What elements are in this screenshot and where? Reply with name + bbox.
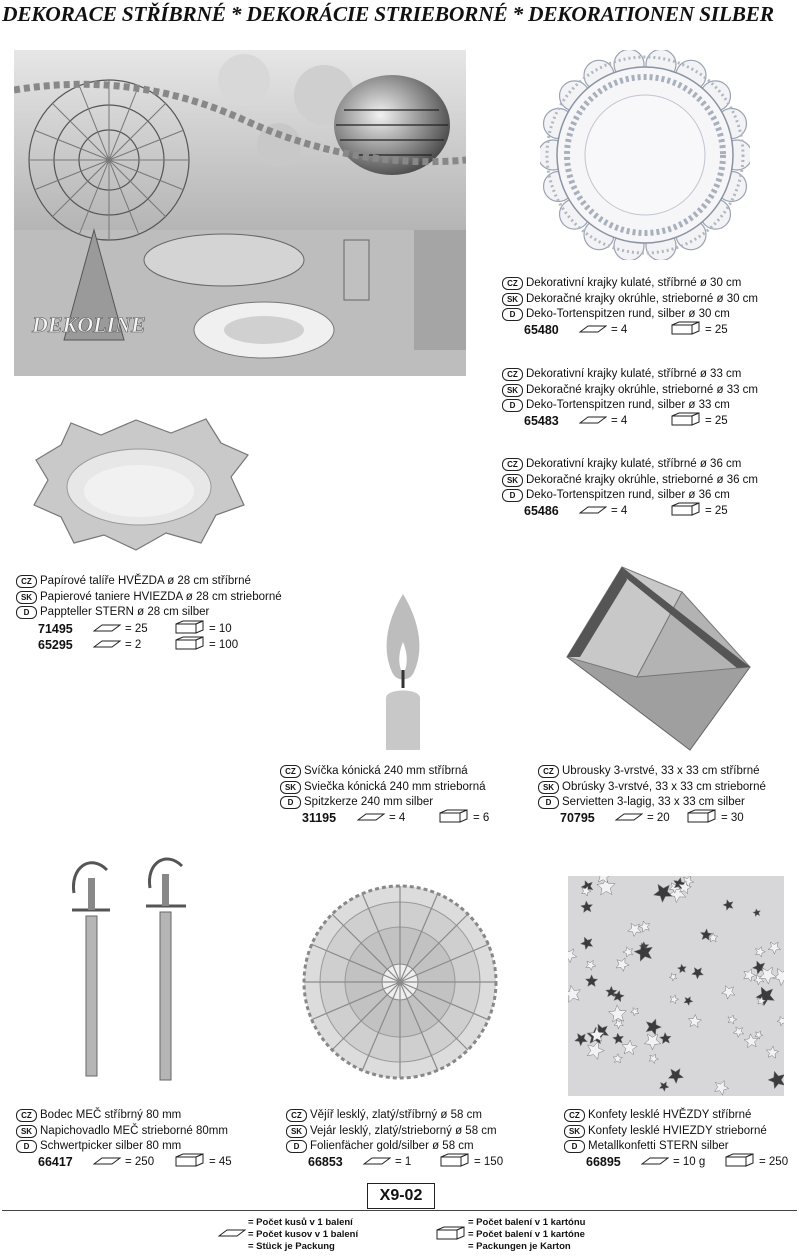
lang-badge: CZ (502, 368, 523, 381)
desc-cz (502, 457, 758, 473)
lang-badge: D (16, 1140, 37, 1153)
lang-badge: CZ (502, 277, 523, 290)
pack-qty: = 250 (125, 1155, 155, 1168)
desc-cz (564, 1108, 788, 1124)
sword-picks-image (62, 848, 192, 1088)
lang-badge: SK (564, 1125, 585, 1138)
product-code: 66417 (38, 1154, 73, 1169)
desc-sk (502, 383, 758, 399)
page-code-badge: X9-02 (367, 1183, 435, 1209)
carton-icon (175, 636, 205, 655)
carton-qty: = 25 (705, 504, 728, 517)
code-row (38, 638, 282, 654)
pack-icon (93, 638, 121, 654)
description: Papírové talíře HVĚZDA ø 28 cm stříbrné (40, 575, 251, 587)
lang-badge: D (286, 1140, 307, 1153)
description: Spitzkerze 240 mm silber (304, 796, 434, 808)
description: Folienfächer gold/silber ø 58 cm (310, 1140, 474, 1152)
desc-cz (16, 1108, 232, 1124)
desc-d (502, 488, 758, 504)
lang-badge: SK (502, 384, 523, 397)
product-code: 65480 (524, 322, 559, 337)
lang-badge: SK (16, 591, 37, 604)
product-code: 66895 (586, 1154, 621, 1169)
desc-cz (286, 1108, 503, 1124)
pack-qty: = 4 (611, 323, 628, 336)
carton-icon (671, 502, 701, 521)
pack-icon (93, 1155, 121, 1171)
desc-cz (538, 764, 766, 780)
dekoline-logo: DEKOLINE (32, 312, 146, 337)
carton-icon (439, 809, 469, 828)
code-row (38, 622, 282, 638)
pack-icon (579, 414, 607, 430)
desc-sk (564, 1124, 788, 1140)
description: Pappteller STERN ø 28 cm silber (40, 606, 210, 618)
star-plate-image (26, 415, 252, 555)
lang-badge: D (280, 796, 301, 809)
description: Deko-Tortenspitzen rund, silber ø 33 cm (526, 399, 730, 411)
pack-icon (615, 811, 643, 827)
pack-qty: = 2 (125, 638, 142, 651)
product-doily-36 (502, 457, 758, 520)
lang-badge: SK (16, 1125, 37, 1138)
carton-qty: = 25 (705, 414, 728, 427)
desc-cz (502, 276, 758, 292)
party-table-photo (14, 50, 466, 376)
product-code: 65486 (524, 503, 559, 518)
product-code: 31195 (302, 810, 337, 825)
desc-sk (538, 780, 766, 796)
star-confetti-image (568, 876, 784, 1096)
carton-qty: = 30 (721, 811, 744, 824)
code-row (560, 811, 766, 827)
description: Deko-Tortenspitzen rund, silber ø 30 cm (526, 308, 730, 320)
description: Konfety lesklé HVIEZDY strieborné (588, 1124, 767, 1137)
carton-qty: = 45 (209, 1155, 232, 1168)
legend-text-d: = Packungen je Karton (468, 1241, 571, 1252)
page-title: DEKORACE STŘÍBRNÉ * DEKORÁCIE STRIEBORNÉ * DEKORATIONEN SILBER (2, 2, 774, 26)
pack-icon (363, 1155, 391, 1171)
description: Svíčka kónická 240 mm stříbrná (304, 765, 468, 777)
lang-badge: CZ (538, 765, 559, 778)
lang-badge: D (564, 1140, 585, 1153)
code-row (524, 414, 758, 430)
carton-qty: = 250 (759, 1155, 789, 1168)
lang-badge: CZ (280, 765, 301, 778)
pack-icon (579, 323, 607, 339)
desc-cz (502, 367, 758, 383)
product-napkins (538, 764, 766, 827)
legend-text-d: = Stück je Packung (248, 1241, 335, 1252)
pack-qty: = 25 (125, 622, 148, 635)
pack-icon (93, 622, 121, 638)
description: Schwertpicker silber 80 mm (40, 1140, 182, 1152)
desc-d (16, 1139, 232, 1155)
lang-badge: D (538, 796, 559, 809)
product-code: 65483 (524, 413, 559, 428)
product-candle (280, 764, 489, 827)
description: Napichovadlo MEČ strieborné 80mm (40, 1124, 228, 1137)
product-star-plate (16, 574, 282, 654)
description: Konfety lesklé HVĚZDY stříbrné (588, 1109, 752, 1121)
pack-qty: = 1 (395, 1155, 412, 1168)
carton-qty: = 100 (209, 638, 239, 651)
carton-qty: = 10 (209, 622, 232, 635)
carton-icon (175, 1153, 205, 1172)
description: Deko-Tortenspitzen rund, silber ø 36 cm (526, 489, 730, 501)
description: Obrúsky 3-vrstvé, 33 x 33 cm strieborné (562, 780, 766, 793)
pack-qty: = 4 (611, 504, 628, 517)
desc-sk (16, 1124, 232, 1140)
carton-icon (436, 1226, 466, 1244)
product-sword-picks (16, 1108, 232, 1171)
product-code: 65295 (38, 637, 73, 652)
legend-text-sk: = Počet kusov v 1 balení (248, 1229, 359, 1240)
lang-badge: CZ (16, 575, 37, 588)
description: Sviečka kónická 240 mm strieborná (304, 780, 486, 793)
pack-qty: = 20 (647, 811, 670, 824)
desc-d (564, 1139, 788, 1155)
desc-sk (16, 590, 282, 606)
description: Vejár lesklý, zlatý/strieborný ø 58 cm (310, 1124, 497, 1137)
pack-icon (218, 1228, 246, 1242)
lang-badge: CZ (286, 1109, 307, 1122)
carton-icon (440, 1153, 470, 1172)
desc-d (16, 605, 282, 621)
description: Servietten 3-lagig, 33 x 33 cm silber (562, 796, 745, 808)
code-row (524, 323, 758, 339)
pack-icon (579, 504, 607, 520)
desc-sk (286, 1124, 503, 1140)
product-code: 66853 (308, 1154, 343, 1169)
lang-badge: SK (286, 1125, 307, 1138)
code-row (308, 1155, 503, 1171)
product-star-confetti (564, 1108, 788, 1171)
desc-cz (280, 764, 489, 780)
legend-text-sk: = Počet balení v 1 kartóne (468, 1229, 585, 1240)
carton-qty: = 25 (705, 323, 728, 336)
product-code: 71495 (38, 621, 73, 636)
description: Metallkonfetti STERN silber (588, 1140, 729, 1152)
carton-icon (671, 321, 701, 340)
product-doily-30 (502, 276, 758, 339)
pack-icon (641, 1155, 669, 1171)
desc-d (280, 795, 489, 811)
desc-d (538, 795, 766, 811)
pack-qty: = 10 g (673, 1155, 706, 1168)
desc-d (502, 398, 758, 414)
pack-qty: = 4 (611, 414, 628, 427)
description: Dekoračné krajky okrúhle, strieborné ø 36 cm (526, 473, 759, 486)
desc-sk (502, 292, 758, 308)
legend-text-cz: = Počet balení v 1 kartónu (468, 1217, 586, 1228)
lang-badge: SK (538, 781, 559, 794)
napkin-image (562, 562, 757, 752)
desc-d (502, 307, 758, 323)
lang-badge: SK (502, 293, 523, 306)
pack-qty: = 4 (389, 811, 406, 824)
product-foil-fan (286, 1108, 503, 1171)
description: Papierové taniere HVIEZDA ø 28 cm strieborné (40, 590, 282, 603)
product-doily-33 (502, 367, 758, 430)
lang-badge: D (502, 489, 523, 502)
code-row (302, 811, 489, 827)
lang-badge: D (502, 308, 523, 321)
desc-cz (16, 574, 282, 590)
pack-icon (357, 811, 385, 827)
description: Dekoračné krajky okrúhle, strieborné ø 30 cm (526, 292, 759, 305)
description: Vějíř lesklý, zlatý/stříbrný ø 58 cm (310, 1109, 482, 1121)
lace-doily-image (540, 50, 750, 260)
foil-fan-image (300, 882, 500, 1082)
lang-badge: CZ (564, 1109, 585, 1122)
description: Dekorativní krajky kulaté, stříbrné ø 36 cm (526, 458, 742, 470)
carton-qty: = 150 (474, 1155, 504, 1168)
carton-icon (687, 809, 717, 828)
carton-icon (671, 412, 701, 431)
candle-image (378, 590, 428, 750)
lang-badge: CZ (16, 1109, 37, 1122)
footer-divider (2, 1210, 797, 1211)
lang-badge: D (16, 606, 37, 619)
description: Ubrousky 3-vrstvé, 33 x 33 cm stříbrné (562, 765, 760, 777)
desc-sk (280, 780, 489, 796)
description: Dekorativní krajky kulaté, stříbrné ø 30 cm (526, 277, 742, 289)
code-row (524, 504, 758, 520)
desc-sk (502, 473, 758, 489)
legend-pack (218, 1217, 358, 1253)
legend-carton (436, 1217, 585, 1253)
code-row (586, 1155, 788, 1171)
desc-d (286, 1139, 503, 1155)
lang-badge: D (502, 399, 523, 412)
lang-badge: SK (280, 781, 301, 794)
description: Dekoračné krajky okrúhle, strieborné ø 33 cm (526, 383, 759, 396)
description: Dekorativní krajky kulaté, stříbrné ø 33 cm (526, 368, 742, 380)
product-code: 70795 (560, 810, 595, 825)
lang-badge: SK (502, 474, 523, 487)
legend-text-cz: = Počet kusů v 1 balení (248, 1217, 353, 1228)
carton-qty: = 6 (473, 811, 490, 824)
description: Bodec MEČ stříbrný 80 mm (40, 1109, 182, 1121)
lang-badge: CZ (502, 458, 523, 471)
code-row (38, 1155, 232, 1171)
carton-icon (725, 1153, 755, 1172)
